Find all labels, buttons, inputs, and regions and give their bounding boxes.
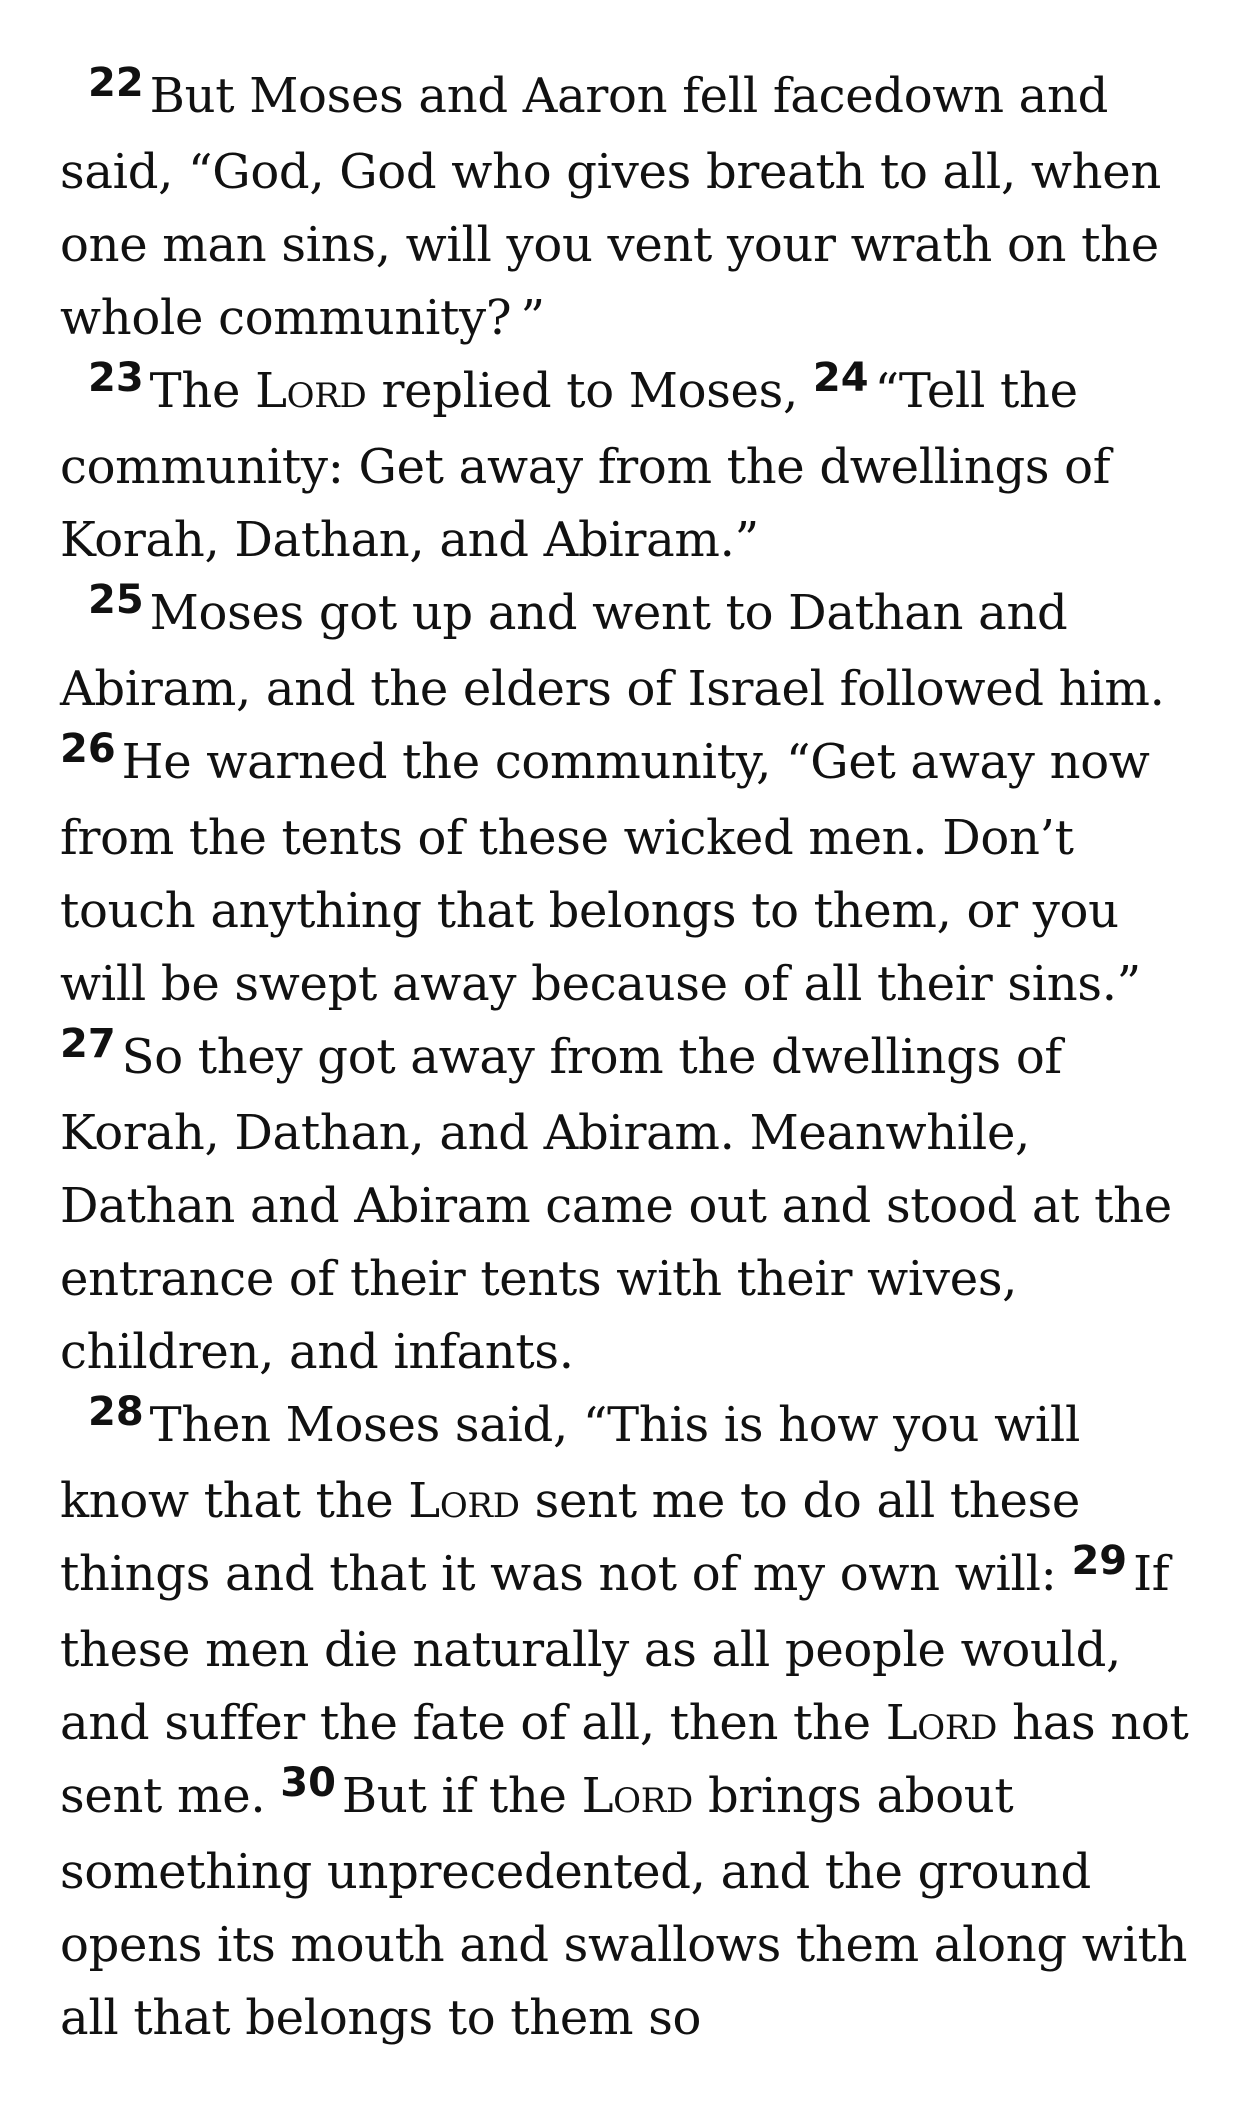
verse-text-30-part2: brings about something unprecedented, and the ground opens its mouth and swallows them along with all that belongs to them so (60, 1768, 1188, 2046)
verse-text-22: But Moses and Aaron fell facedown and said, “God, God who gives breath to all, when one man sins, will you vent your wrath on the whole community? ” (60, 68, 1162, 346)
verse-text-29-part1: If these men die naturally as all people would, and suffer the fate of all, then the (60, 1546, 1170, 1751)
divine-name-lord: Lord (581, 1768, 694, 1824)
paragraph-28-30 (60, 1389, 1202, 2055)
verse-number-22: 22 (88, 60, 144, 106)
divine-name-lord: Lord (408, 1473, 520, 1529)
verse-number-28: 28 (88, 1389, 144, 1435)
verse-number-27: 27 (60, 1021, 116, 1067)
verse-text-26: He warned the community, “Get away now from the tents of these wicked men. Don’t touch anything that belongs to them, or you will be swept away because of all their sins.” (60, 734, 1150, 1012)
verse-text-28-part2: sent me to do all these things and that it was not of my own will: (60, 1473, 1080, 1602)
divine-name-lord: Lord (255, 363, 367, 419)
verse-number-30: 30 (280, 1760, 336, 1806)
verse-text-23-part2: replied to Moses, (366, 363, 813, 419)
verse-number-23: 23 (88, 355, 144, 401)
verse-number-25: 25 (88, 577, 144, 623)
verse-text-25: Moses got up and went to Dathan and Abiram, and the elders of Israel followed him. (60, 585, 1165, 717)
verse-text-28-part1: Then Moses said, “This is how you will know that the (60, 1397, 1081, 1529)
verse-number-24: 24 (812, 355, 869, 401)
divine-name-lord: Lord (885, 1695, 998, 1751)
verse-text-27: So they got away from the dwellings of Korah, Dathan, and Abiram. Meanwhile, Dathan and Abiram came out and stood at the entrance of their tents with their wives, children, and infants. (60, 1029, 1172, 1380)
verse-number-26: 26 (60, 726, 116, 772)
verse-number-29: 29 (1071, 1538, 1128, 1584)
paragraph-23-24 (60, 355, 1202, 577)
paragraph-25-27 (60, 577, 1202, 1389)
paragraph-22 (60, 60, 1202, 355)
verse-text-30-part1: But if the (341, 1768, 582, 1824)
verse-text-23-part1: The (149, 363, 256, 419)
verse-text-24: “Tell the community: Get away from the dwellings of Korah, Dathan, and Abiram.” (60, 363, 1111, 568)
verse-text-29-part2: has not sent me. (60, 1695, 1189, 1824)
